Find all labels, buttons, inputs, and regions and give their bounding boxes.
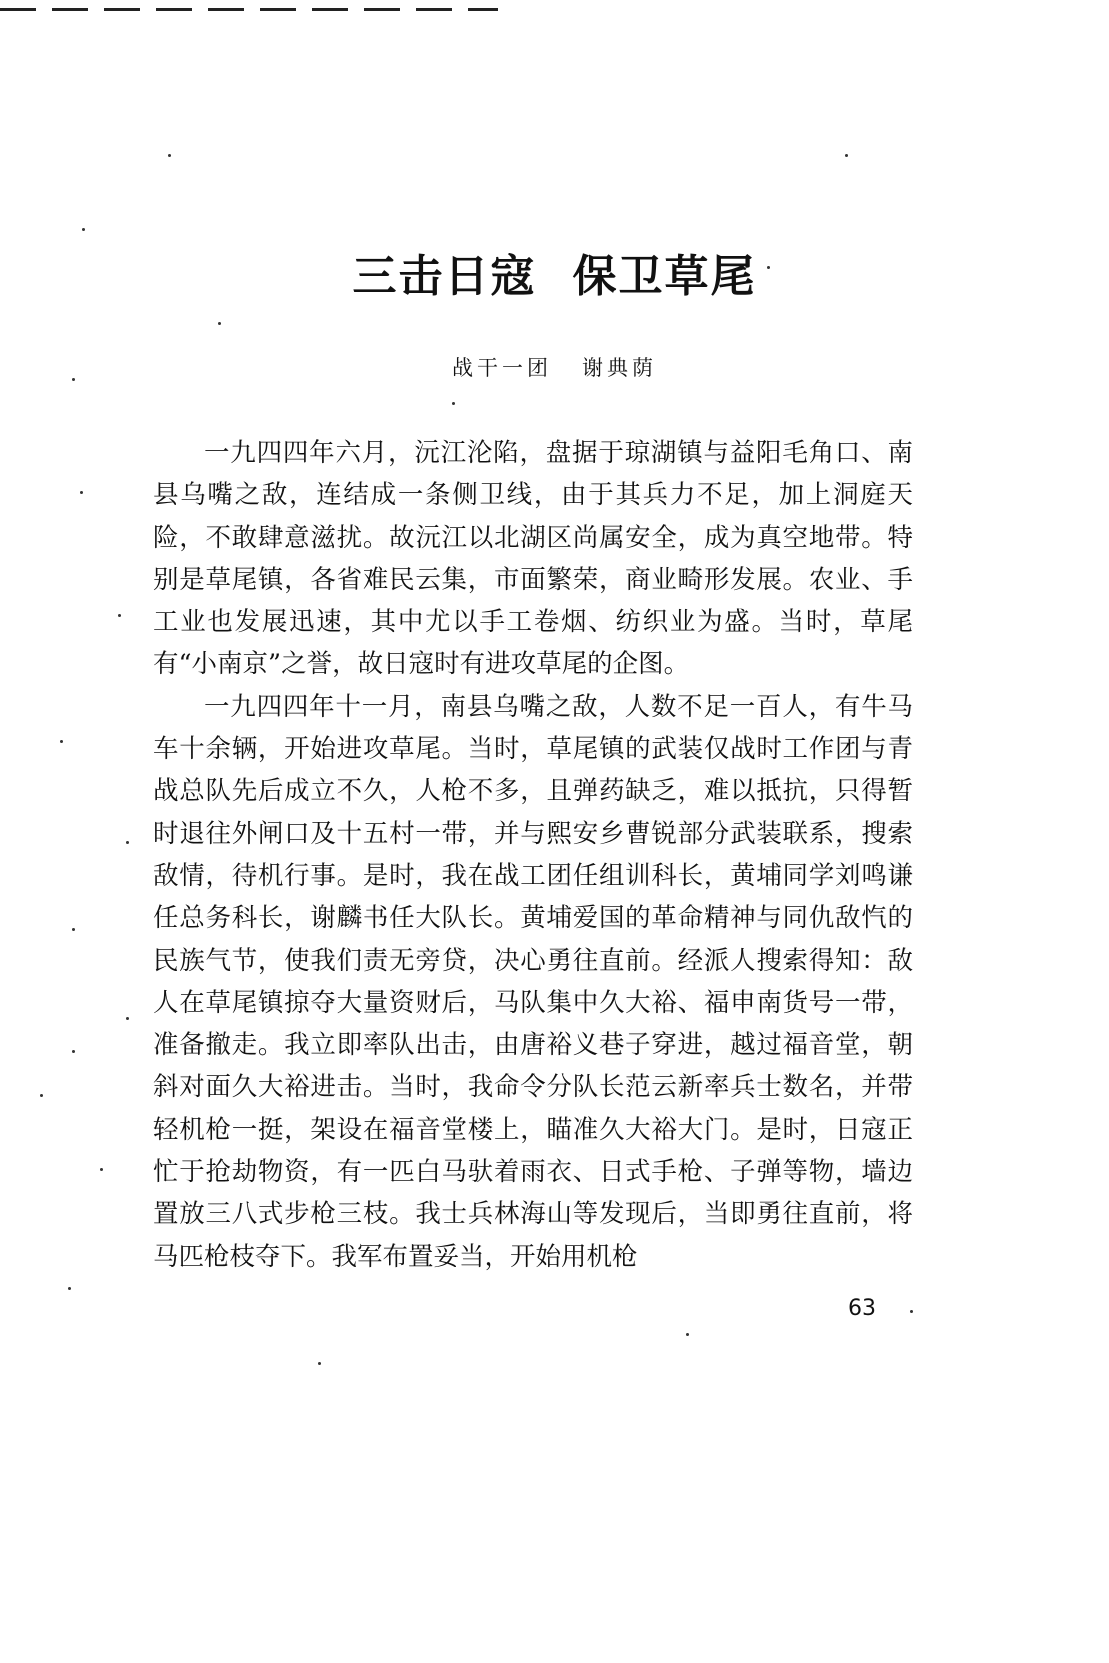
scan-dash	[0, 8, 36, 11]
scan-speck	[452, 402, 455, 405]
scan-speck	[72, 928, 75, 931]
paragraph: 一九四四年六月，沅江沦陷，盘据于琼湖镇与益阳毛角口、南县乌嘴之敌，连结成一条侧卫线，由于其兵力不足，加上洞庭天险，不敢肆意滋扰。故沅江以北湖区尚属安全，成为真空地带。特别是草尾镇，各省难民云集，市面繁荣，商业畸形发展。农业、手工业也发展迅速，其中尤以手工卷烟、纺织业为盛。当时，草尾有“小南京”之誉，故日寇时有进攻草尾的企图。	[153, 438, 913, 680]
scan-speck	[126, 1017, 129, 1020]
scan-speck	[318, 1362, 321, 1365]
article-title	[0, 240, 1109, 304]
scan-speck	[686, 1333, 689, 1336]
scan-speck	[60, 740, 63, 743]
scan-speck	[82, 228, 85, 231]
scan-speck	[72, 1050, 75, 1053]
scan-speck	[845, 154, 848, 157]
scan-dash	[260, 8, 296, 11]
title-part-two: 保卫草尾	[572, 251, 757, 302]
scan-dash	[416, 8, 452, 11]
title-part-one: 三击日寇	[352, 251, 537, 302]
scan-speck	[218, 322, 221, 325]
author-unit: 战干一团	[452, 356, 552, 380]
page-number: 63	[848, 1296, 876, 1321]
scan-speck	[118, 614, 121, 617]
scan-speck	[80, 491, 83, 494]
scan-speck	[68, 1287, 71, 1290]
scan-dash	[312, 8, 348, 11]
scan-dash	[156, 8, 192, 11]
scan-dash	[364, 8, 400, 11]
scan-edge-dashes	[0, 0, 520, 20]
author-name: 谢典荫	[582, 356, 657, 380]
article-body	[153, 432, 913, 1278]
scan-speck	[40, 1094, 43, 1097]
scan-speck	[168, 154, 171, 157]
paragraph: 一九四四年十一月，南县乌嘴之敌，人数不足一百人，有牛马车十余辆，开始进攻草尾。当时，草尾镇的武装仅战时工作团与青战总队先后成立不久，人枪不多，且弹药缺乏，难以抵抗，只得暂时退往外闸口及十五村一带，并与熙安乡曹锐部分武装联系，搜索敌情，待机行事。是时，我在战工团任组训科长，黄埔同学刘鸣谦任总务科长，谢麟书任大队长。黄埔爱国的革命精神与同仇敌忾的民族气节，使我们责无旁贷，决心勇往直前。经派人搜索得知：敌人在草尾镇掠夺大量资财后，马队集中久大裕、福申南货号一带，准备撤走。我立即率队出击，由唐裕义巷子穿进，越过福音堂，朝斜对面久大裕进击。当时，我命令分队长范云新率兵士数名，并带轻机枪一挺，架设在福音堂楼上，瞄准久大裕大门。是时，日寇正忙于抢劫物资，有一匹白马驮着雨衣、日式手枪、子弹等物，墙边置放三八式步枪三枝。我士兵林海山等发现后，当即勇往直前，将马匹枪枝夺下。我军布置妥当，开始用机枪	[153, 691, 913, 1272]
scan-speck	[100, 1168, 103, 1171]
scan-dash	[468, 8, 498, 11]
byline	[0, 352, 1109, 382]
scan-speck	[126, 841, 129, 844]
scan-dash	[104, 8, 140, 11]
scan-speck	[910, 1310, 913, 1313]
scan-dash	[52, 8, 88, 11]
scan-dash	[208, 8, 244, 11]
